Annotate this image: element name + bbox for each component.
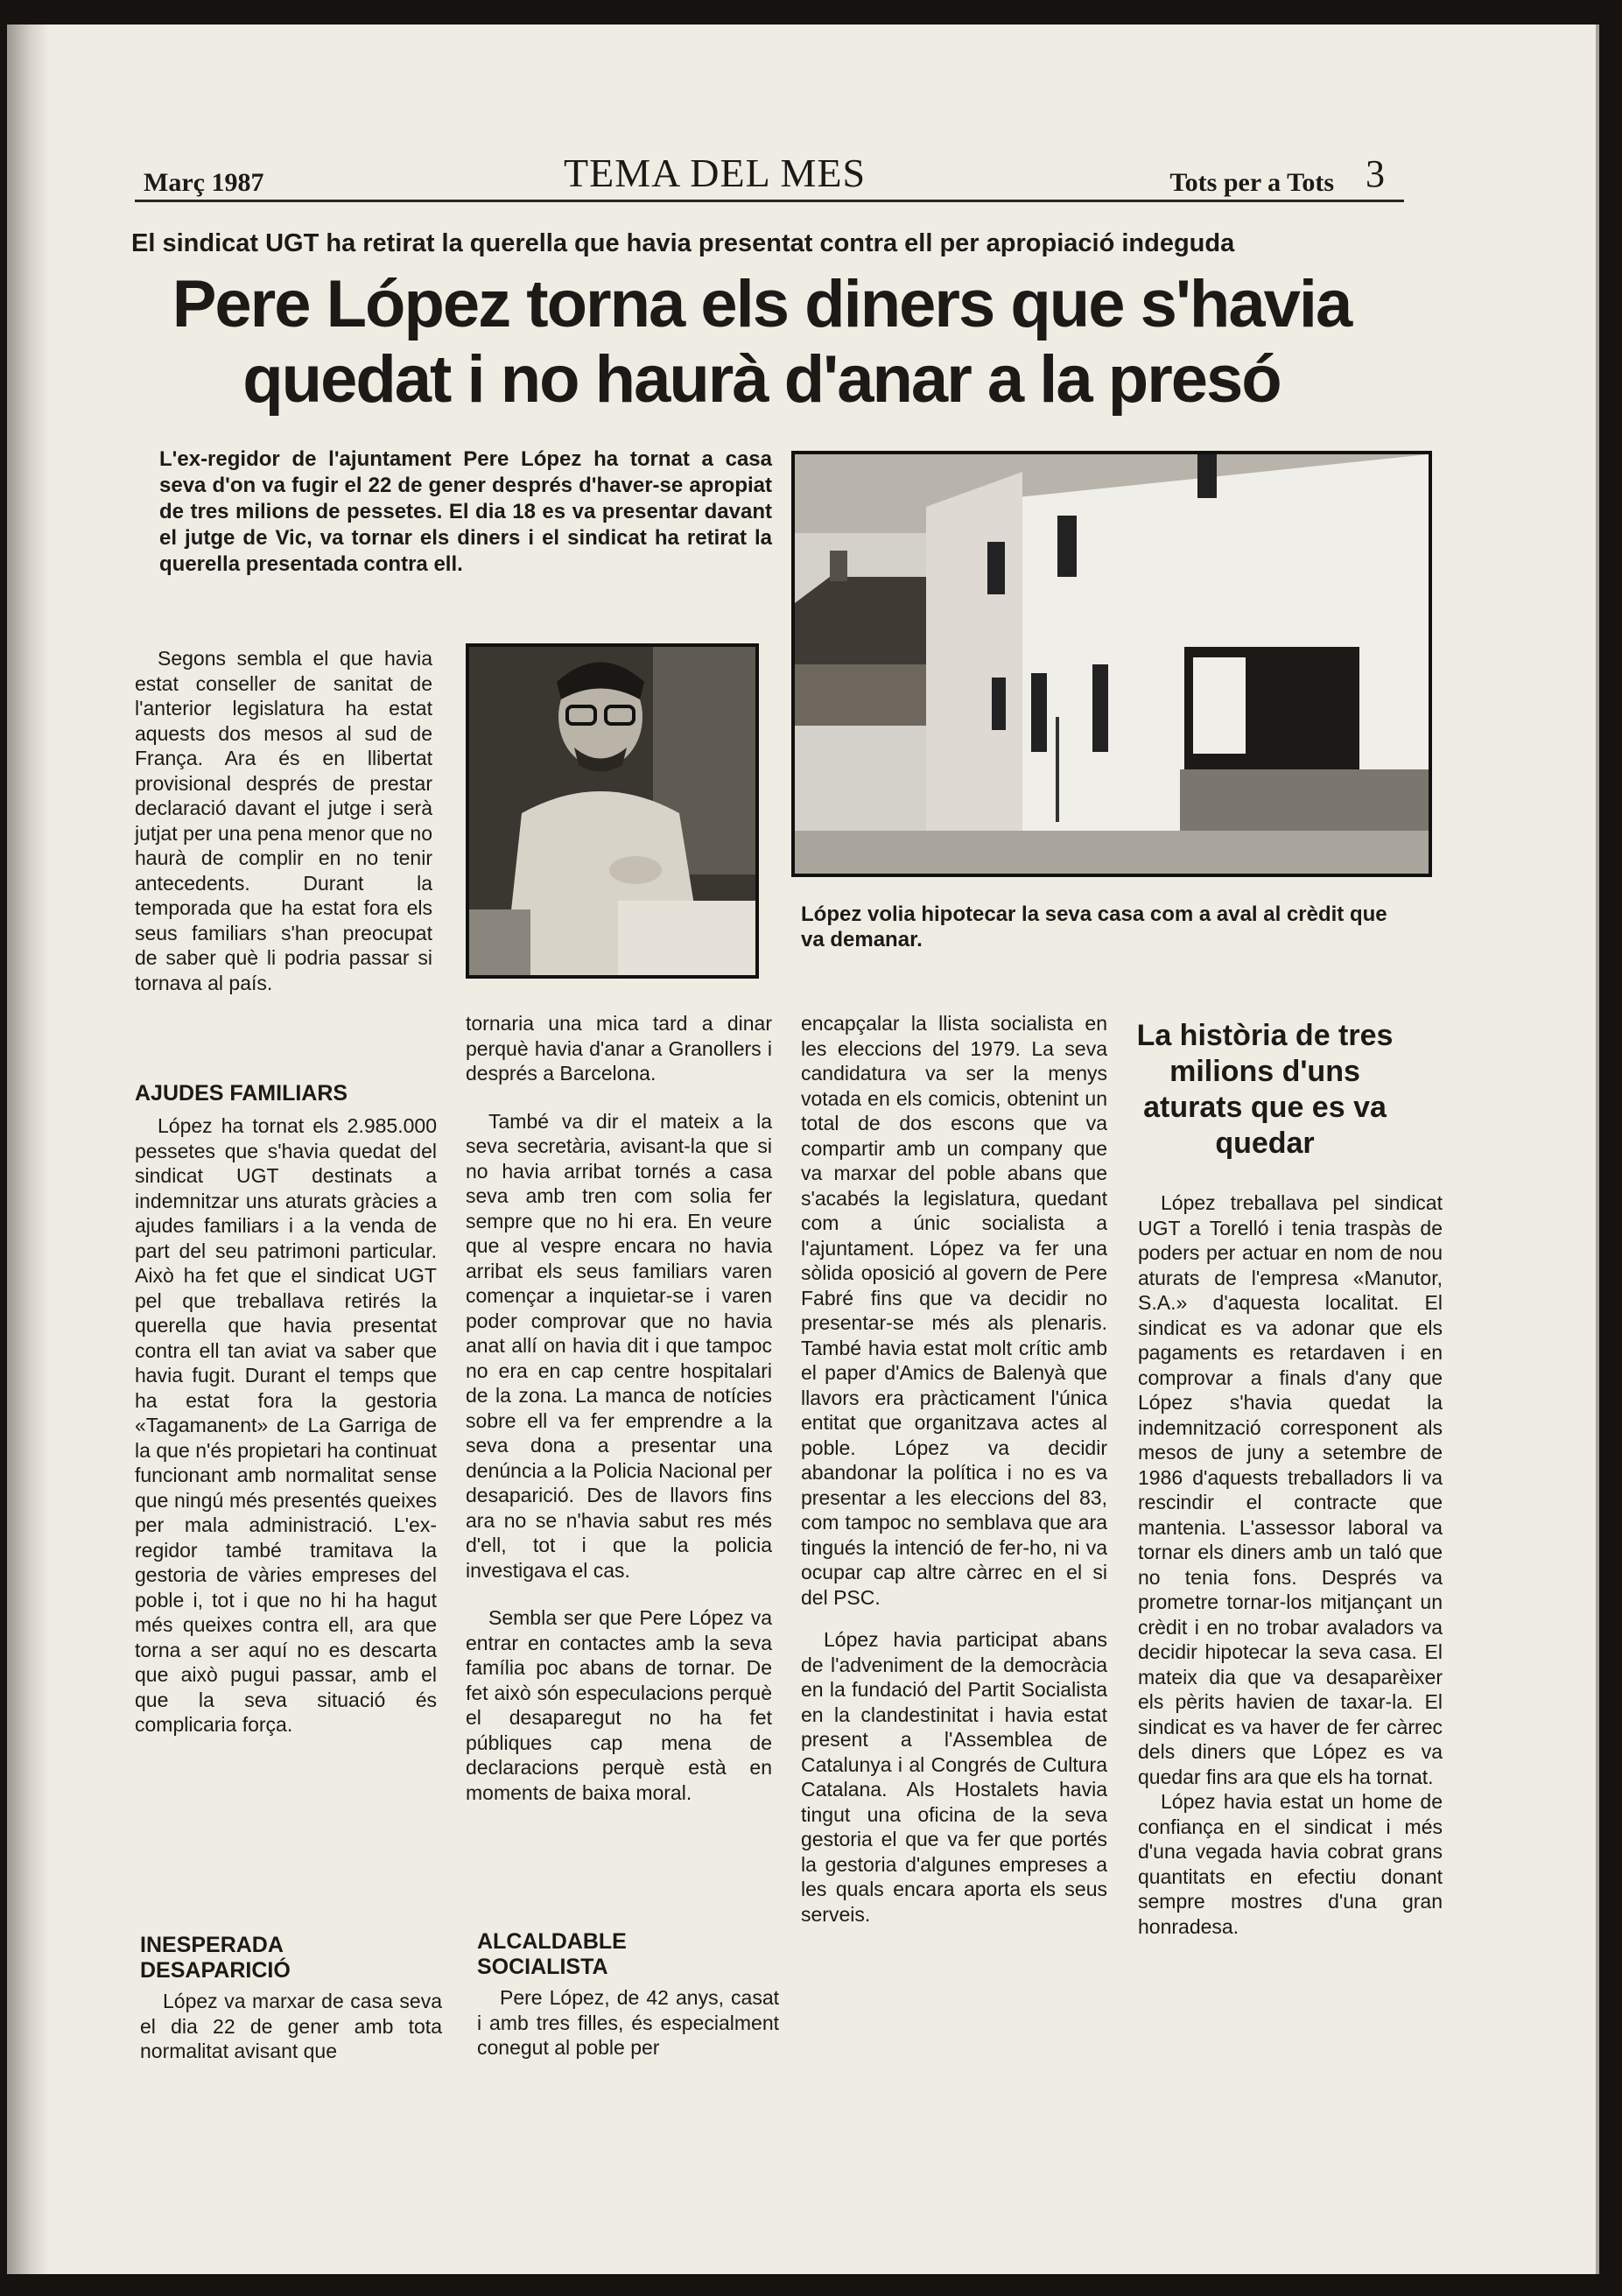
sidebar-box-title: La història de tres milions d'uns aturats que es va quedar: [1136, 1019, 1394, 1160]
column-4: [1138, 1190, 1443, 1939]
column-2: [466, 1011, 772, 1805]
ajudes-paragraph: López ha tornat els 2.985.000 pessetes que s'havia quedat del sindicat UGT destinats a indemnitzar uns aturats gràcies a ajudes familiars i a la venda de part del seu patrimoni particular. Això ha fet que el sindicat UGT pel que treballava retirés la querella que havia presentat contra ell tan aviat va saber que havia fugit. Durant el temps que ha estat fora la gestoria «Tagamanent» de La Garriga de la que n'és propietari ha continuat funcionant amb normalitat sense que ningú més presentés queixes per mala administració. L'ex-regidor també tramitava la gestoria de vàries empreses del poble i, tot i que no hi ha hagut més queixes contra ell, ara que torna a ser aquí no es descarta que això pugui passar, amb el que la seva situació és complicaria força.: [135, 1114, 437, 1736]
publication-name: Tots per a Tots: [1169, 168, 1334, 197]
headline-line-1: Pere López torna els diners que s'havia: [172, 267, 1352, 341]
photo-caption: López volia hipotecar la seva casa com a aval al crèdit que va demanar.: [801, 902, 1387, 951]
page-header: [135, 142, 1404, 202]
col2-paragraph-1: tornaria una mica tard a dinar perquè havia d'anar a Granollers i després a Barcelona.: [466, 1012, 772, 1085]
subhead-alcaldable: ALCALDABLE SOCIALISTA: [477, 1929, 627, 1979]
col2-paragraph-2: També va dir el mateix a la seva secretària, avisant-la que si no havia arribat tornés a casa seva amb tren com solia fer sempre que no hi era. En veure que al vespre encara no havia arribat els seus familiars varen començar a inquietar-se i varen poder comprovar que no havia anat allí on havia dit i que tampoc no era en cap centre hospitalari de la zona. La manca de notícies sobre ell va fer emprendre a la seva dona a presentar una denúncia a la Policia Nacional per desaparició. Des de llavors fins ara no se n'havia sabut res més d'ell, tot i que la policia investigava el cas.: [466, 1109, 772, 1582]
col4-paragraph-1: López treballava pel sindicat UGT a Torelló i tenia traspàs de poders per actuar en nom de nou aturats de l'empresa «Manutor, S.A.» d'aquesta localitat. El sindicat es va adonar que els pagaments es retardaven i en comprovar a finals d'any que López s'havia quedat la indemnització corresponent als mesos de juny a setembre de 1986 d'aquests treballadors li va rescindir el contracte que mantenia. L'assessor laboral va tornar els diners amb un taló que no tenia fons. Després va prometre tornar-los mitjançant un crèdit i en no trobar avaladors va decidir hipotecar la seva casa. El mateix dia que va desaparèixer els pèrits havien de taxar-la. El sindicat es va haver de fer càrrec dels diners que López es va quedar fins ara que els ha tornat.: [1138, 1191, 1443, 1788]
lead-paragraph: L'ex-regidor de l'ajuntament Pere López ha tornat a casa seva d'on va fugir el 22 de gener després d'haver-se apropiat de tres milions de pessetes. El dia 18 es va presentar davant el jutge de Vic, va tornar els diners i el sindicat ha retirat la querella presentada contra ell.: [159, 447, 772, 576]
column-1-ajudes: [135, 1113, 437, 1738]
kicker: El sindicat UGT ha retirat la querella que havia presentat contra ell per apropiació indeguda: [131, 229, 1235, 257]
col2-paragraph-4: Pere López, de 42 anys, casat i amb tres filles, és especialment conegut al poble per: [477, 1986, 779, 2059]
col2-paragraph-3: Sembla ser que Pere López va entrar en contactes amb la seva família poc abans de tornar. De fet això són especulacions perquè el desaparegut no ha fet públiques cap mena de declaracions perquè està en moments de baixa moral.: [466, 1606, 772, 1804]
column-3: [801, 1011, 1107, 1927]
house-photo: [791, 451, 1432, 877]
column-2-alcaldable: [477, 1985, 779, 2061]
subhead-desaparicio: INESPERADA DESAPARICIÓ: [140, 1933, 291, 1983]
desaparicio-paragraph: López va marxar de casa seva el dia 22 de gener amb tota normalitat avisant que: [140, 1990, 442, 2062]
section-title: TEMA DEL MES: [564, 151, 867, 195]
column-1-intro: [135, 646, 432, 995]
headline-line-2: quedat i no haurà d'anar a la presó: [242, 342, 1281, 417]
binding-gutter: [7, 25, 49, 2274]
page-number: 3: [1366, 152, 1385, 195]
headline: [105, 267, 1418, 418]
subhead-ajudes: AJUDES FAMILIARS: [135, 1081, 348, 1106]
issue-date: Març 1987: [144, 168, 264, 197]
col4-paragraph-2: López havia estat un home de confiança en el sindicat i més d'una vegada havia cobrat grans quantitats en efectiu donant sempre mostres d'una gran honradesa.: [1138, 1790, 1443, 1938]
portrait-photo: [466, 643, 759, 979]
col3-paragraph-2: López havia participat abans de l'adveniment de la democràcia en la fundació del Partit Socialista en la clandestinitat i havia estat present a l'Assemblea de Catalunya i al Congrés de Cultura Catalana. Als Hostalets havia tingut una oficina de la seva gestoria el que va fer que portés la gestoria d'algunes empreses a les quals encara aporta els seus serveis.: [801, 1628, 1107, 1926]
column-1-desaparicio: [140, 1989, 442, 2064]
intro-paragraph: Segons sembla el que havia estat conseller de sanitat de l'anterior legislatura ha estat aquests dos mesos al sud de França. Ara és en llibertat provisional després de prestar declaració davant el jutge i serà jutjat per una pena menor que no haurà de complir en no tenir antecedents. Durant la temporada que ha estat fora els seus familiars s'han preocupat de saber què li podria passar si tornava al país.: [135, 647, 432, 994]
col3-paragraph-1: encapçalar la llista socialista en les eleccions del 1979. La seva candidatura va ser la menys votada en els comicis, obtenint un total de dos escons que va compartir amb un company que va marxar del poble abans que s'acabés la legislatura, quedant com a únic socialista a l'ajuntament. López va fer una sòlida oposició al govern de Pere Fabré fins que va decidir no presentar-se més als plenaris. També havia estat molt crític amb el paper d'Amics de Balenyà que llavors era pràcticament l'única entitat que organitzava actes al poble. López va decidir abandonar la política i no es va presentar a les eleccions del 83, com tampoc no semblava que ara tingués la intenció de fer-ho, ni va ocupar cap altre càrrec en el si del PSC.: [801, 1012, 1107, 1609]
